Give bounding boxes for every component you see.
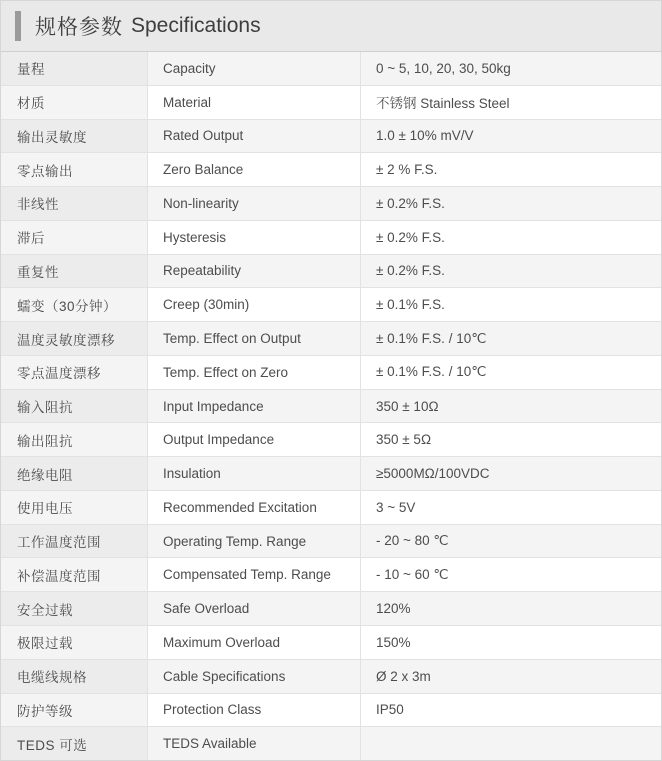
spec-label-en: Temp. Effect on Zero — [148, 356, 361, 389]
spec-value: 350 ± 5Ω — [361, 423, 661, 456]
spec-value: ± 0.1% F.S. — [361, 288, 661, 321]
table-row — [1, 423, 661, 457]
page-title-cn: 规格参数 — [35, 16, 123, 39]
spec-value: ± 0.1% F.S. / 10℃ — [361, 356, 661, 389]
spec-label-cn: 输出阻抗 — [1, 423, 148, 456]
spec-value: ≥5000MΩ/100VDC — [361, 457, 661, 490]
table-row — [1, 491, 661, 525]
spec-label-en: Cable Specifications — [148, 660, 361, 693]
spec-value: ± 0.1% F.S. / 10℃ — [361, 322, 661, 355]
spec-label-en: Safe Overload — [148, 592, 361, 625]
spec-label-en: Input Impedance — [148, 390, 361, 423]
spec-value: ± 0.2% F.S. — [361, 187, 661, 220]
table-row — [1, 727, 661, 760]
spec-value: 0 ~ 5, 10, 20, 30, 50kg — [361, 52, 661, 85]
spec-label-cn: 重复性 — [1, 255, 148, 288]
spec-label-en: Rated Output — [148, 120, 361, 153]
table-row — [1, 626, 661, 660]
spec-value: Ø 2 x 3m — [361, 660, 661, 693]
table-row — [1, 558, 661, 592]
spec-label-en: Creep (30min) — [148, 288, 361, 321]
table-row — [1, 153, 661, 187]
table-row — [1, 592, 661, 626]
table-row — [1, 187, 661, 221]
sheet-header — [1, 1, 661, 52]
spec-label-cn: 补偿温度范围 — [1, 558, 148, 591]
spec-label-en: Insulation — [148, 457, 361, 490]
spec-value: 120% — [361, 592, 661, 625]
spec-value: - 20 ~ 80 ℃ — [361, 525, 661, 558]
spec-label-cn: TEDS 可选 — [1, 727, 148, 760]
table-row — [1, 288, 661, 322]
spec-value: 150% — [361, 626, 661, 659]
spec-label-cn: 蠕变（30分钟） — [1, 288, 148, 321]
spec-label-en: Material — [148, 86, 361, 119]
table-row — [1, 52, 661, 86]
spec-label-en: Capacity — [148, 52, 361, 85]
spec-label-cn: 输入阻抗 — [1, 390, 148, 423]
header-accent-bar — [15, 11, 21, 41]
spec-label-cn: 零点输出 — [1, 153, 148, 186]
spec-label-cn: 温度灵敏度漂移 — [1, 322, 148, 355]
spec-label-cn: 滞后 — [1, 221, 148, 254]
specifications-table — [1, 52, 661, 760]
table-row — [1, 86, 661, 120]
spec-label-en: Repeatability — [148, 255, 361, 288]
spec-label-en: Recommended Excitation — [148, 491, 361, 524]
spec-value: IP50 — [361, 694, 661, 727]
spec-label-cn: 电缆线规格 — [1, 660, 148, 693]
page-title-en: Specifications — [131, 14, 261, 37]
spec-label-cn: 输出灵敏度 — [1, 120, 148, 153]
spec-label-cn: 防护等级 — [1, 694, 148, 727]
spec-label-en: Operating Temp. Range — [148, 525, 361, 558]
spec-value: ± 0.2% F.S. — [361, 221, 661, 254]
table-row — [1, 356, 661, 390]
spec-label-en: Non-linearity — [148, 187, 361, 220]
spec-value: - 10 ~ 60 ℃ — [361, 558, 661, 591]
table-row — [1, 322, 661, 356]
spec-label-cn: 极限过载 — [1, 626, 148, 659]
spec-value: ± 2 % F.S. — [361, 153, 661, 186]
spec-label-en: Zero Balance — [148, 153, 361, 186]
spec-label-en: Protection Class — [148, 694, 361, 727]
spec-label-cn: 材质 — [1, 86, 148, 119]
spec-label-cn: 工作温度范围 — [1, 525, 148, 558]
table-row — [1, 390, 661, 424]
table-row — [1, 457, 661, 491]
spec-label-en: Temp. Effect on Output — [148, 322, 361, 355]
spec-value: 350 ± 10Ω — [361, 390, 661, 423]
spec-label-cn: 量程 — [1, 52, 148, 85]
spec-label-cn: 安全过载 — [1, 592, 148, 625]
spec-label-cn: 零点温度漂移 — [1, 356, 148, 389]
spec-label-en: Hysteresis — [148, 221, 361, 254]
table-row — [1, 694, 661, 728]
table-row — [1, 255, 661, 289]
spec-value: 不锈钢 Stainless Steel — [361, 86, 661, 119]
spec-label-en: TEDS Available — [148, 727, 361, 760]
spec-value — [361, 727, 661, 760]
spec-label-cn: 使用电压 — [1, 491, 148, 524]
table-row — [1, 221, 661, 255]
spec-label-en: Compensated Temp. Range — [148, 558, 361, 591]
table-row — [1, 660, 661, 694]
spec-value: ± 0.2% F.S. — [361, 255, 661, 288]
table-row — [1, 525, 661, 559]
spec-value: 3 ~ 5V — [361, 491, 661, 524]
spec-label-en: Maximum Overload — [148, 626, 361, 659]
spec-value: 1.0 ± 10% mV/V — [361, 120, 661, 153]
spec-label-en: Output Impedance — [148, 423, 361, 456]
spec-label-cn: 非线性 — [1, 187, 148, 220]
spec-label-cn: 绝缘电阻 — [1, 457, 148, 490]
table-row — [1, 120, 661, 154]
